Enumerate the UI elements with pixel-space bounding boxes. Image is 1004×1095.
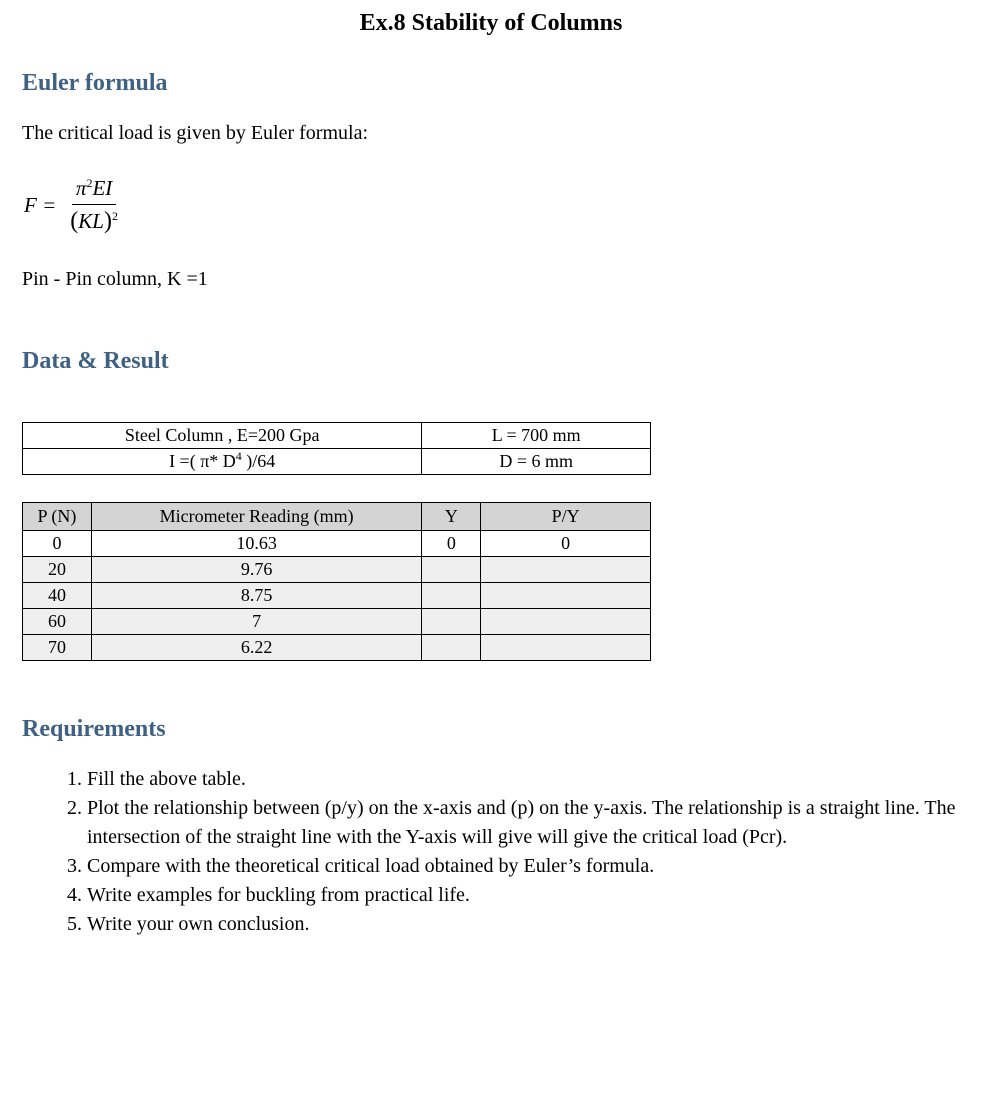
- table-header-row: [23, 503, 651, 531]
- formula-pi: π: [75, 175, 87, 200]
- list-item: 1. Fill the above table.: [87, 765, 995, 794]
- formula-fraction: [66, 176, 122, 235]
- column-condition: Pin - Pin column, K =1: [22, 268, 208, 290]
- table-row: [23, 583, 651, 609]
- list-item: 2. Plot the relationship between (p/y) on the x-axis and (p) on the y-axis. The relationship is a straight line. The intersection of the straight line with the Y-axis will give will give the critical load (Pcr).: [87, 794, 995, 852]
- formula-open-paren: (: [70, 207, 79, 234]
- requirements-heading: Requirements: [22, 716, 166, 742]
- table-row: [23, 635, 651, 661]
- formula-numerator: [72, 176, 116, 205]
- requirements-list: [47, 765, 995, 939]
- euler-intro: The critical load is given by Euler formula:: [22, 122, 368, 144]
- cell-p-over-y: [481, 583, 651, 609]
- formula-pi-exp: 2: [86, 175, 93, 190]
- cell-reading: 10.63: [91, 531, 421, 557]
- list-item: 4. Write examples for buckling from practical life.: [87, 881, 995, 910]
- euler-heading: Euler formula: [22, 70, 168, 96]
- table-row: [23, 531, 651, 557]
- page-title: Ex.8 Stability of Columns: [359, 10, 623, 36]
- formula-lhs: F =: [24, 192, 57, 217]
- formula-denominator: [66, 205, 122, 235]
- formula-kl: KL: [78, 208, 104, 233]
- list-item: 3. Compare with the theoretical critical load obtained by Euler’s formula.: [87, 852, 995, 881]
- cell-p-over-y: [481, 635, 651, 661]
- cell-p: 0: [23, 531, 92, 557]
- material-cell: Steel Column , E=200 Gpa: [23, 423, 422, 449]
- diameter-cell: D = 6 mm: [422, 449, 651, 475]
- inertia-exponent: 4: [235, 449, 242, 463]
- inertia-cell: [23, 449, 422, 475]
- cell-y: [422, 635, 481, 661]
- length-cell: L = 700 mm: [422, 423, 651, 449]
- list-item: 5. Write your own conclusion.: [87, 910, 995, 939]
- header-y: Y: [422, 503, 481, 531]
- cell-y: [422, 609, 481, 635]
- cell-p: 60: [23, 609, 92, 635]
- cell-reading: 9.76: [91, 557, 421, 583]
- data-table: [22, 502, 651, 661]
- formula-den-exp: 2: [111, 208, 118, 223]
- cell-p-over-y: 0: [481, 531, 651, 557]
- table-row: [23, 557, 651, 583]
- cell-y: 0: [422, 531, 481, 557]
- cell-p: 20: [23, 557, 92, 583]
- properties-row: [23, 449, 651, 475]
- cell-y: [422, 557, 481, 583]
- cell-p-over-y: [481, 609, 651, 635]
- cell-reading: 8.75: [91, 583, 421, 609]
- inertia-formula-a: I =( π* D: [169, 451, 236, 471]
- formula-ei: EI: [92, 175, 113, 200]
- euler-formula: [24, 172, 122, 238]
- formula-close-paren: ): [103, 207, 112, 234]
- header-p: P (N): [23, 503, 92, 531]
- data-result-heading: Data & Result: [22, 348, 169, 374]
- cell-p-over-y: [481, 557, 651, 583]
- inertia-formula-b: )/64: [241, 451, 276, 471]
- cell-p: 70: [23, 635, 92, 661]
- cell-reading: 6.22: [91, 635, 421, 661]
- cell-reading: 7: [91, 609, 421, 635]
- table-row: [23, 609, 651, 635]
- header-micrometer: Micrometer Reading (mm): [91, 503, 421, 531]
- cell-y: [422, 583, 481, 609]
- cell-p: 40: [23, 583, 92, 609]
- properties-table: [22, 422, 651, 475]
- properties-row: [23, 423, 651, 449]
- header-p-over-y: P/Y: [481, 503, 651, 531]
